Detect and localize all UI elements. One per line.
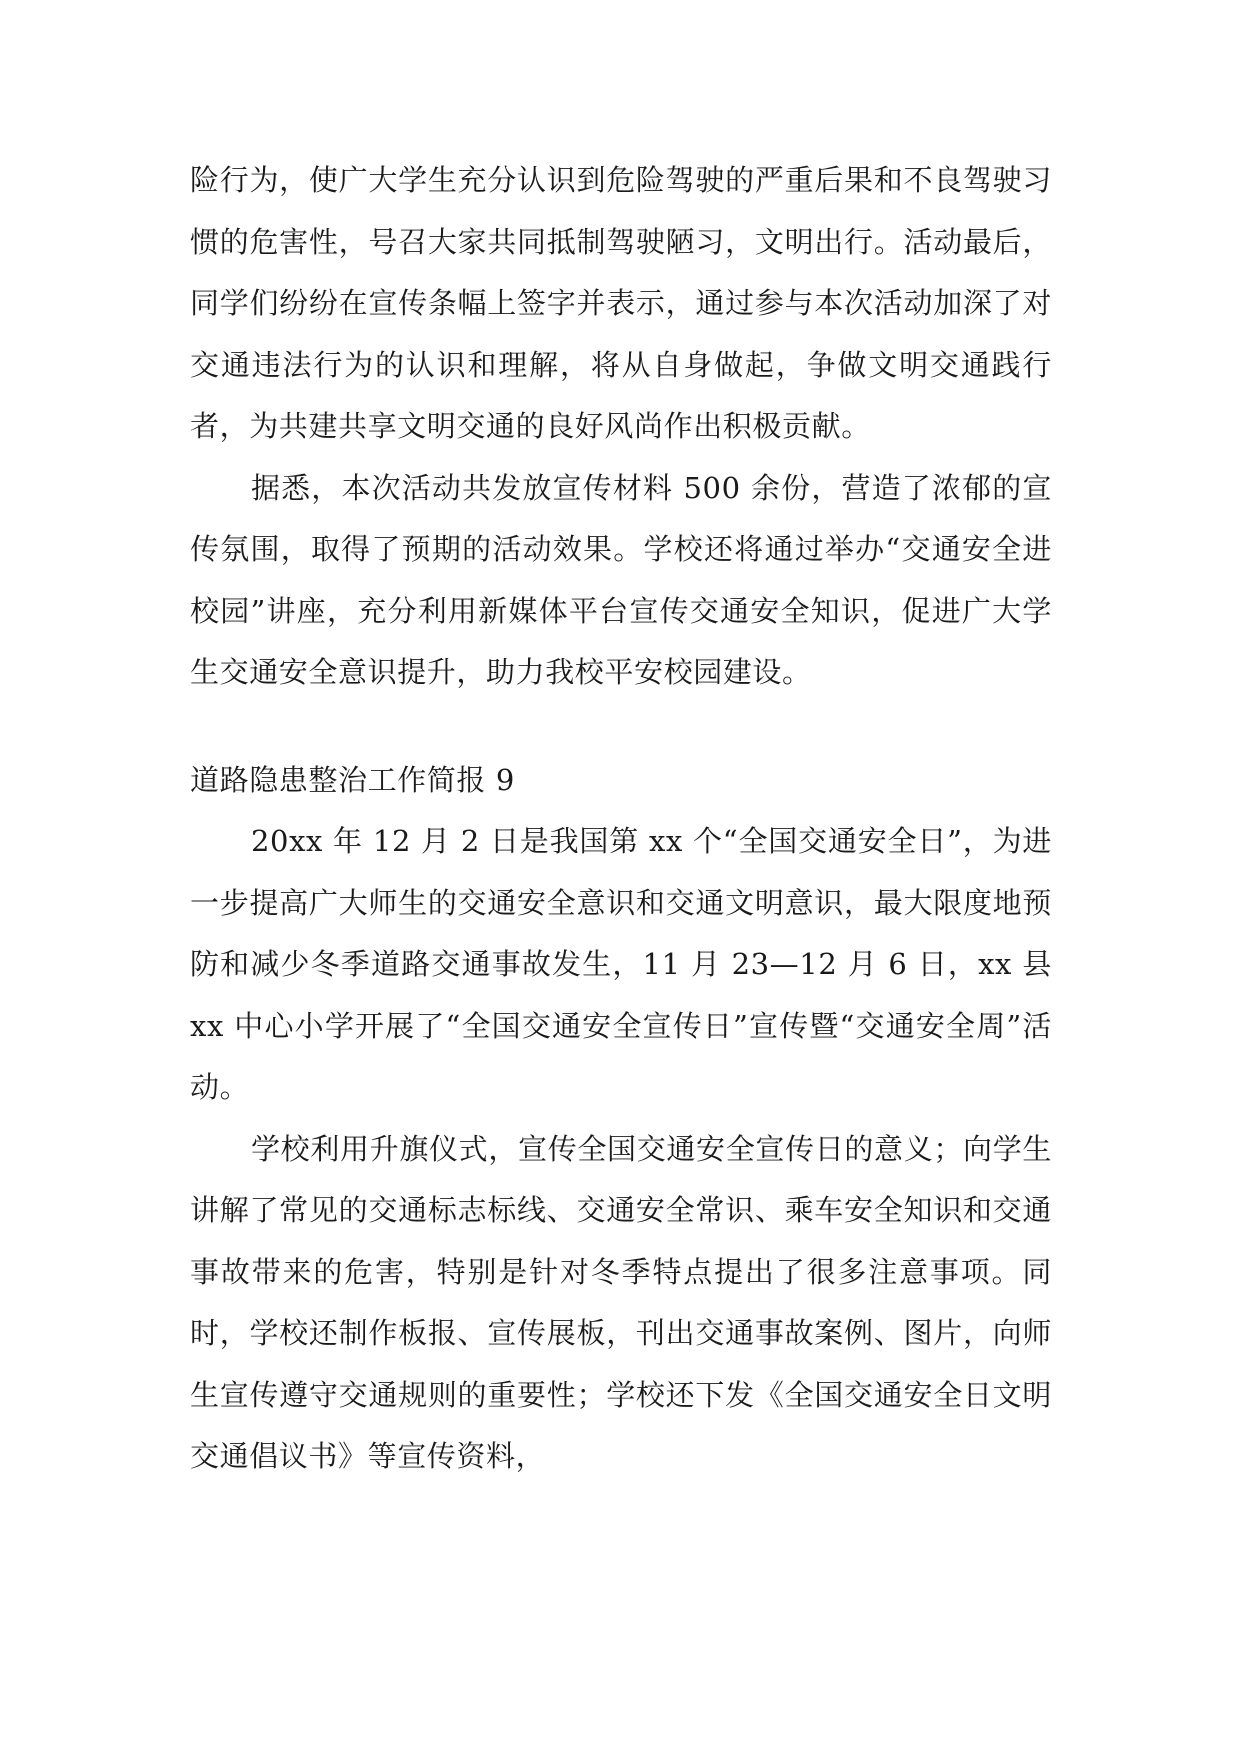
document-body xyxy=(190,150,1052,1488)
body-paragraph: 20xx 年 12 月 2 日是我国第 xx 个“全国交通安全日”，为进一步提高广大师生的交通安全意识和交通文明意识，最大限度地预防和减少冬季道路交通事故发生，11 月 23—12 月 6 日，xx 县 xx 中心小学开展了“全国交通安全宣传日”宣传暨“交通安全周”活动。 xyxy=(190,824,1052,1104)
body-paragraph: 险行为，使广大学生充分认识到危险驾驶的严重后果和不良驾驶习惯的危害性，号召大家共同抵制驾驶陋习，文明出行。活动最后，同学们纷纷在宣传条幅上签字并表示，通过参与本次活动加深了对交通违法行为的认识和理解，将从自身做起，争做文明交通践行者，为共建共享文明交通的良好风尚作出积极贡献。 xyxy=(190,163,1052,443)
body-paragraph: 据悉，本次活动共发放宣传材料 500 余份，营造了浓郁的宣传氛围，取得了预期的活动效果。学校还将通过举办“交通安全进校园”讲座，充分利用新媒体平台宣传交通安全知识，促进广大学生交通安全意识提升，助力我校平安校园建设。 xyxy=(190,470,1052,689)
body-paragraph: 学校利用升旗仪式，宣传全国交通安全宣传日的意义；向学生讲解了常见的交通标志标线、交通安全常识、乘车安全知识和交通事故带来的危害，特别是针对冬季特点提出了很多注意事项。同时，学校还制作板报、宣传展板，刊出交通事故案例、图片，向师生宣传遵守交通规则的重要性；学校还下发《全国交通安全日文明交通倡议书》等宣传资料， xyxy=(190,1131,1052,1473)
section-title: 道路隐患整治工作简报 9 xyxy=(190,762,515,797)
